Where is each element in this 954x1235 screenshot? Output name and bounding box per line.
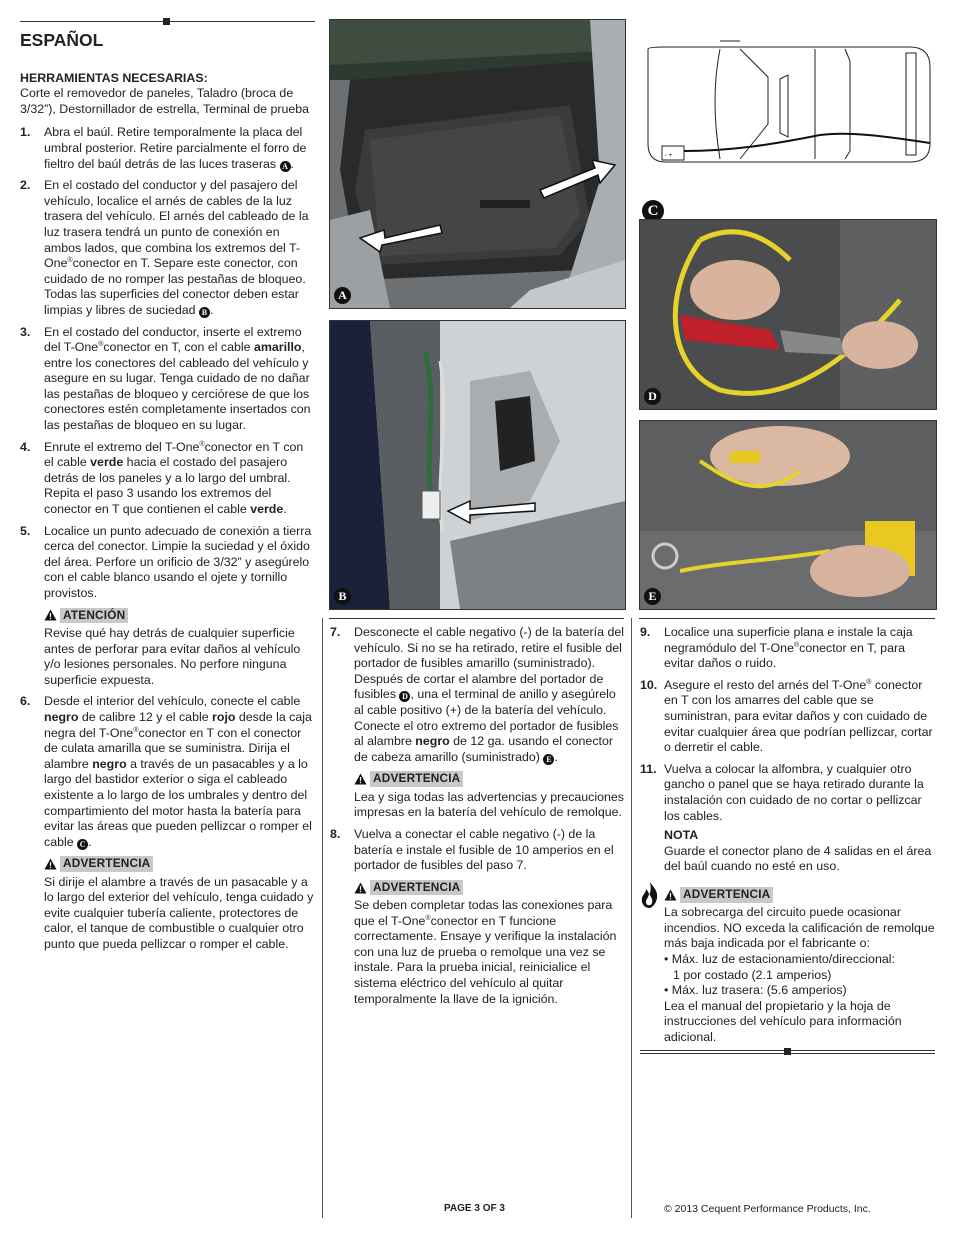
mid-rule-right [639, 618, 935, 619]
figure-ref-b: B [199, 307, 210, 318]
warning-bullet: • Máx. luz de estacionamiento/direccional: [664, 952, 895, 967]
warning-triangle-icon [44, 858, 57, 870]
note-block [664, 828, 936, 875]
step-3: 3. En el costado del conductor, inserte el extremo del T-One®conector en T, con el cable amarillo, entre los conectores del cableado del vehículo y asegure en su lugar. Tenga cuidado de no dañar las pestañas de bloqueo y cerciórese de que los conectores estén completamente insertados con las pestañas de bloqueo en su lugar. [20, 324, 311, 433]
page-number: PAGE 3 OF 3 [444, 1203, 505, 1214]
warning-block-4 [664, 883, 936, 1046]
rule-marker [784, 1048, 791, 1055]
warning-tail: Lea el manual del propietario y la hoja de instrucciones del vehículo para información adicional. [664, 998, 902, 1045]
tools-text: Corte el removedor de paneles, Taladro (broca de 3/32”), Destornillador de estrella, Terminal de prueba [20, 86, 310, 116]
left-column [20, 30, 315, 953]
warning-block-2 [354, 767, 626, 821]
mid-rule [329, 618, 624, 619]
warning-text: Lea y siga todas las advertencias y precauciones impresas en la batería del vehículo de remolque. [354, 789, 624, 820]
column-divider-2 [631, 618, 632, 1218]
fire-hazard-icon [640, 881, 660, 909]
figure-a-label: A [334, 287, 351, 304]
figure-c-car-diagram [640, 19, 936, 219]
note-label: NOTA [664, 828, 699, 843]
column-divider-1 [322, 618, 323, 1218]
warning-label: ADVERTENCIA [680, 887, 773, 903]
warning-label: ADVERTENCIA [60, 856, 153, 872]
warning-block-3 [354, 876, 626, 1008]
figure-ref-a: A [280, 161, 291, 172]
step-4: 4. Enrute el extremo del T-One®conector en T con el cable verde hacia el costado del pasajero detrás de los paneles y a lo largo del umbral. Repita el paso 3 usando los extremos del conector en T que contienen el cable verde. [20, 439, 304, 517]
note-text: Guarde el conector plano de 4 salidas en el área del baúl cuando no esté en uso. [664, 843, 932, 874]
step-9: 9. Localice una superficie plana e instale la caja negramódulo del T-One®conector en T, para evitar daños o ruido. [640, 625, 913, 671]
attention-block [44, 604, 315, 689]
warning-text: Se deben completar todas las conexiones para que el T-One®conector en T funcione correctamente. Ensaye y verifique la instalación con una luz de prueba o remolque una vez se instale. Para la prueba inicial, reinicialice el sistema eléctrico del vehículo al quitar temporalmente la llave de la ignición. [354, 898, 617, 1006]
warning-bullet: 1 por costado (2.1 amperios) [673, 967, 832, 982]
figure-e-label: E [644, 588, 661, 605]
svg-text:- +: - + [665, 153, 673, 159]
step-10: 10. Asegure el resto del arnés del T-One® conector en T con los amarres del cable que se suministran, para evitar daños y con cuidado de evitar cualquier área que podrían pellizcar, cortar o derretir el cable. [640, 677, 933, 755]
warning-triangle-icon [664, 889, 677, 901]
figure-a-trunk-photo [329, 19, 626, 309]
warning-text: La sobrecarga del circuito puede ocasionar incendios. NO exceda la calificación de remolque más baja indicada por el fabricante o: [664, 905, 935, 951]
middle-column [330, 625, 626, 1007]
figure-d-cutting-photo [639, 219, 937, 410]
warning-text: Si dirije el alambre a través de un pasacable y a lo largo del exterior del vehículo, tenga cuidado y evite cualquier tubería caliente, protectores de calor, el tanque de combustible o cualquier otro punto que pueda pellizcar o romper el cable. [44, 874, 314, 952]
tools-heading: HERRAMIENTAS NECESARIAS: [20, 70, 208, 85]
attention-label: ATENCIÓN [60, 608, 128, 624]
figure-e-connecting-photo [639, 420, 937, 610]
attention-text: Revise qué hay detrás de cualquier superficie antes de perforar para evitar daños al vehículo y/o lesiones personales. No perfore ninguna superficie expuesta. [44, 625, 301, 687]
warning-triangle-icon [354, 882, 367, 894]
step-7: 7. Desconecte el cable negativo (-) de la batería del vehículo. Si no se ha retirado, retire el fusible del portador de fusibles amarillo (suministrado). Después de cortar el alambre del portador de fusibles D , una el terminal de anillo y asegúrelo al cable positivo (+) de la batería del vehículo. Conecte el otro extremo del portador de fusibles al alambre negro de 12 ga. usando el conector de cabeza amarillo (suministrado) E . [330, 625, 624, 764]
figure-d-label: D [644, 388, 661, 405]
figure-ref-e: E [543, 754, 554, 765]
language-heading: ESPAÑOL [20, 30, 104, 50]
step-5: 5. Localice un punto adecuado de conexión a tierra cerca del conector. Limpie la suciedad y el óxido del área. Perfore un orificio de 3/32” y asegúrelo con el cable blanco usando el ojete y tornillo provistos. [20, 523, 312, 600]
warning-triangle-icon [354, 773, 367, 785]
figure-ref-c: C [77, 839, 88, 850]
step-11: 11. Vuelva a colocar la alfombra, y cualquier otro gancho o panel que se haya retirado durante la instalación con cuidado de no cortar o pellizcar los cables. [640, 761, 924, 823]
figure-c-label: C [642, 200, 664, 222]
step-8: 8. Vuelva a conectar el cable negativo (-) de la batería e instale el fusible de 10 amperios en el portador de fusibles del paso 7. [330, 826, 614, 873]
warning-bullet: • Máx. luz trasera: (5.6 amperios) [664, 983, 847, 998]
step-1: 1. Abra el baúl. Retire temporalmente la placa del umbral posterior. Retire parcialmente el forro de fieltro del baúl detrás de las luces traseras A . [20, 125, 307, 171]
warning-triangle-icon [44, 609, 57, 621]
warning-label: ADVERTENCIA [370, 880, 463, 896]
step-2: 2. En el costado del conductor y del pasajero del vehículo, localice el arnés de cables de la luz trasera del vehículo. El arnés del cableado de la luz trasera tendrá un punto de conexión en ambos lados, que combina los extremos del T-One®conector en T. Separe este conector, con cuidado de no romper las pestañas de bloqueo. Todas las superficies del conector deben estar limpias y libres de suciedad B . [20, 178, 309, 317]
warning-label: ADVERTENCIA [370, 771, 463, 787]
figure-b-label: B [334, 588, 351, 605]
rule-marker [163, 18, 170, 25]
figure-b-panel-photo [329, 320, 626, 610]
warning-block-1 [44, 852, 315, 952]
figure-ref-d: D [399, 691, 410, 702]
copyright: © 2013 Cequent Performance Products, Inc. [664, 1203, 871, 1215]
step-6: 6. Desde el interior del vehículo, conecte el cable negro de calibre 12 y el cable rojo desde la caja negra del T-One®conector en T con el conector de culata amarilla que se suministra. Dirija el alambre negro a través de un pasacables y a lo largo del bastidor exterior o siga el cableado existente a lo largo de los umbrales y dentro del compartimiento del motor hasta la batería para evitar las áreas que pueden pellizcar o romper el cable C . [20, 694, 312, 849]
right-column [640, 625, 936, 1046]
